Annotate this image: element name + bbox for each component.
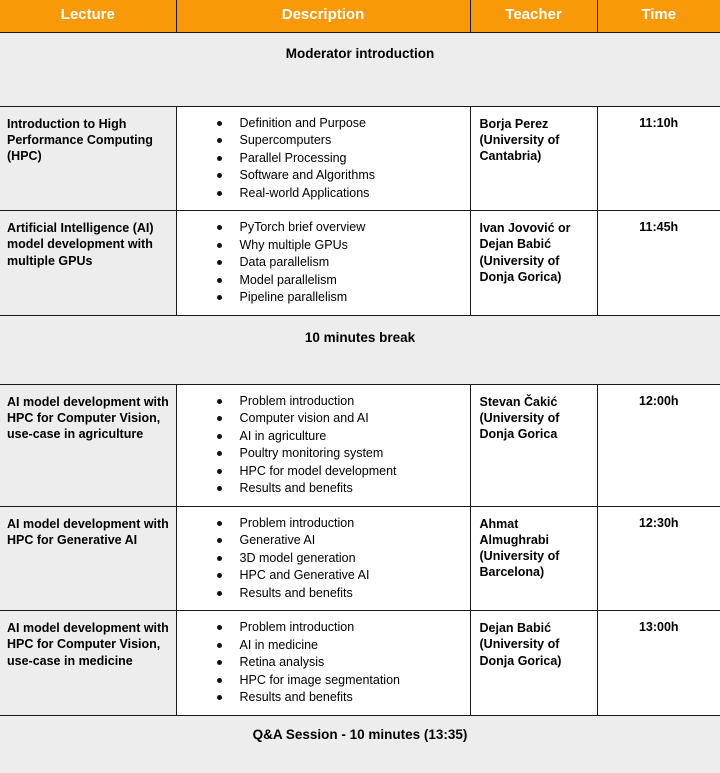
list-item: HPC and Generative AI [217,567,464,585]
list-item: Definition and Purpose [217,115,464,133]
banner-moderator-label: Moderator introduction [0,32,720,106]
list-item: Problem introduction [217,515,464,533]
cell-description [176,611,470,716]
list-item: Results and benefits [217,585,464,603]
list-item: AI in agriculture [217,428,464,446]
cell-teacher: Dejan Babić (University of Donja Gorica) [470,611,597,716]
list-item: Problem introduction [217,393,464,411]
banner-qa-label: Q&A Session - 10 minutes (13:35) [0,715,720,773]
list-item: Pipeline parallelism [217,289,464,307]
list-item: Problem introduction [217,619,464,637]
table-row [0,506,720,611]
column-header-teacher: Teacher [470,0,597,32]
cell-description [176,211,470,316]
list-item: HPC for model development [217,463,464,481]
cell-teacher: Ivan Jovović or Dejan Babić (University of Donja Gorica) [470,211,597,316]
table-body [0,32,720,773]
list-item: AI in medicine [217,637,464,655]
topic-list [177,115,464,203]
list-item: Retina analysis [217,654,464,672]
list-item: Generative AI [217,532,464,550]
banner-row-break [0,315,720,384]
cell-description [176,384,470,506]
cell-lecture: AI model development with HPC for Generative AI [0,506,176,611]
list-item: Why multiple GPUs [217,237,464,255]
list-item: Supercomputers [217,132,464,150]
header-row [0,0,720,32]
list-item: Results and benefits [217,689,464,707]
table-row [0,611,720,716]
cell-time: 12:00h [597,384,720,506]
cell-time: 13:00h [597,611,720,716]
cell-time: 11:45h [597,211,720,316]
banner-break-label: 10 minutes break [0,315,720,384]
list-item: Model parallelism [217,272,464,290]
list-item: HPC for image segmentation [217,672,464,690]
topic-list [177,393,464,498]
list-item: Results and benefits [217,480,464,498]
cell-lecture: Artificial Intelligence (AI) model development with multiple GPUs [0,211,176,316]
cell-lecture: AI model development with HPC for Computer Vision, use-case in agriculture [0,384,176,506]
topic-list [177,515,464,603]
cell-time: 11:10h [597,106,720,211]
table-header [0,0,720,32]
cell-teacher: Borja Perez (University of Cantabria) [470,106,597,211]
list-item: Data parallelism [217,254,464,272]
list-item: PyTorch brief overview [217,219,464,237]
cell-teacher: Ahmat Almughrabi (University of Barcelona) [470,506,597,611]
list-item: Parallel Processing [217,150,464,168]
list-item: Computer vision and AI [217,410,464,428]
table-row [0,106,720,211]
cell-teacher: Stevan Čakić (University of Donja Gorica [470,384,597,506]
cell-description [176,106,470,211]
list-item: Software and Algorithms [217,167,464,185]
cell-description [176,506,470,611]
table-row [0,384,720,506]
column-header-lecture: Lecture [0,0,176,32]
list-item: Poultry monitoring system [217,445,464,463]
topic-list [177,619,464,707]
cell-time: 12:30h [597,506,720,611]
table-row [0,211,720,316]
topic-list [177,219,464,307]
cell-lecture: Introduction to High Performance Computing (HPC) [0,106,176,211]
list-item: 3D model generation [217,550,464,568]
list-item: Real-world Applications [217,185,464,203]
column-header-description: Description [176,0,470,32]
column-header-time: Time [597,0,720,32]
banner-row-qa [0,715,720,773]
banner-row-moderator [0,32,720,106]
cell-lecture: AI model development with HPC for Computer Vision, use-case in medicine [0,611,176,716]
